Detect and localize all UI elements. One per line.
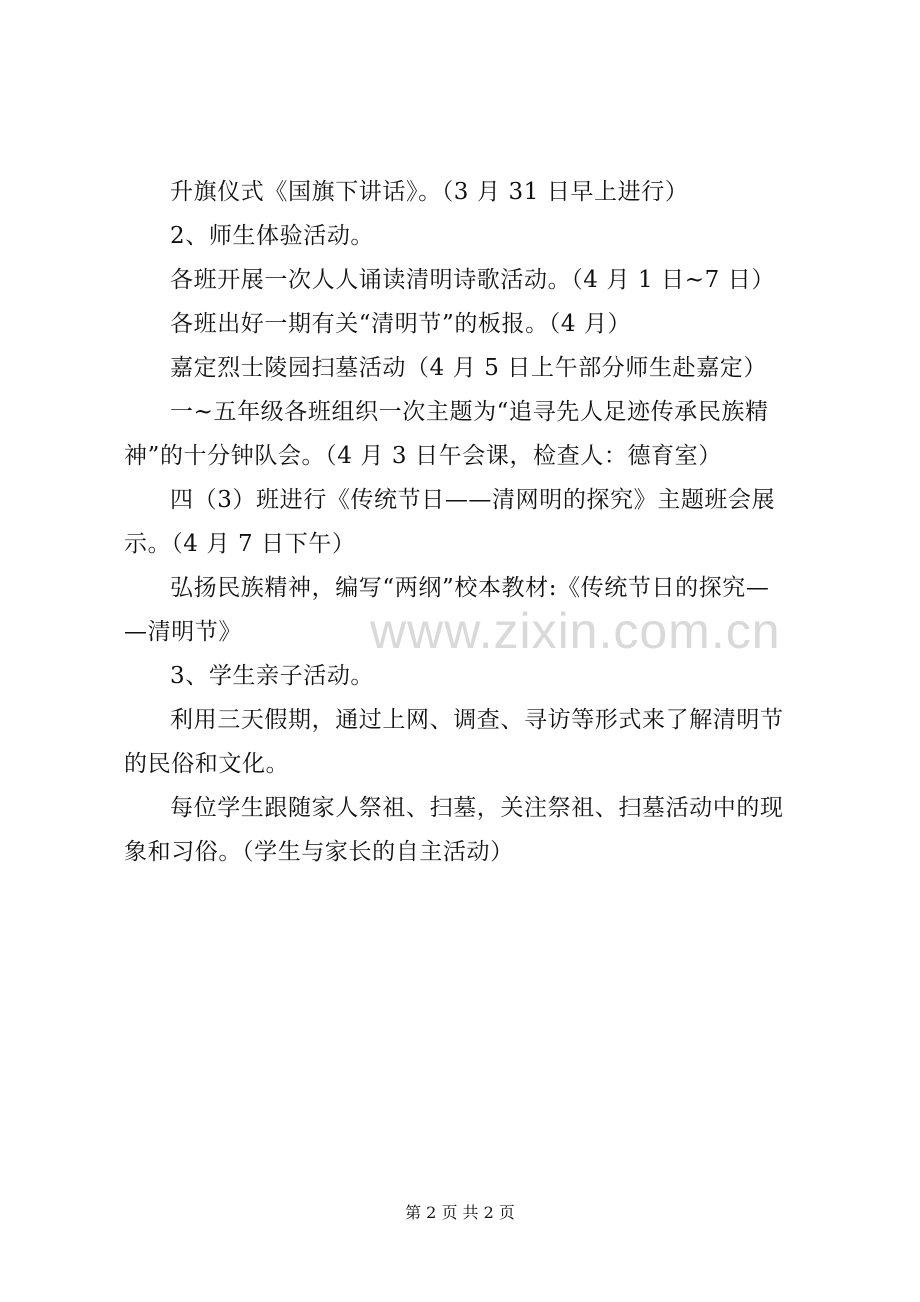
paragraph-line: 3、学生亲子活动。 xyxy=(170,663,375,689)
paragraph-line: 象和习俗。（学生与家长的自主活动） xyxy=(124,839,514,865)
paragraph-line: 利用三天假期，通过上网、调查、寻访等形式来了解清明节 xyxy=(170,707,784,733)
paragraph-line: 各班开展一次人人诵读清明诗歌活动。（4 月 1 日~7 日） xyxy=(170,267,775,293)
paragraph-line: 示。（4 月 7 日下午） xyxy=(124,531,356,557)
paragraph-line: 一~五年级各班组织一次主题为“追寻先人足迹传承民族精 xyxy=(170,399,769,425)
paragraph-line: 2、师生体验活动。 xyxy=(170,223,375,249)
paragraph-line: 各班出好一期有关“清明节”的板报。（4 月） xyxy=(170,311,632,337)
paragraph-line: 弘扬民族精神，编写“两纲”校本教材:《传统节日的探究— xyxy=(170,575,770,601)
paragraph-line: 神”的十分钟队会。（4 月 3 日午会课，检查人：德育室） xyxy=(124,443,722,469)
document-body xyxy=(124,170,807,874)
page-footer: 第 2 页 共 2 页 xyxy=(405,1203,515,1222)
watermark: www.zixin.com.cn xyxy=(370,603,781,659)
paragraph-line: 的民俗和文化。 xyxy=(124,751,290,777)
paragraph-line: 四（3）班进行《传统节日——清网明的探究》主题班会展 xyxy=(170,487,776,513)
paragraph-line: —清明节》 xyxy=(124,619,242,645)
paragraph-line: 升旗仪式《国旗下讲话》。（3 月 31 日早上进行） xyxy=(170,179,689,205)
paragraph-line: 嘉定烈士陵园扫墓活动（4 月 5 日上午部分师生赴嘉定） xyxy=(170,355,767,381)
paragraph-line: 每位学生跟随家人祭祖、扫墓，关注祭祖、扫墓活动中的现 xyxy=(170,795,784,821)
